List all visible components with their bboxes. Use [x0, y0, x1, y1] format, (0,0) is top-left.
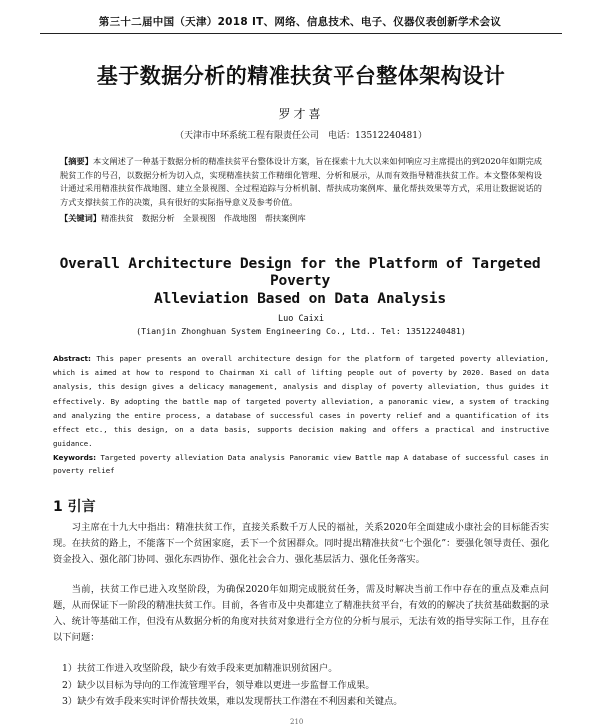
intro-paragraph-2: 当前，扶贫工作已进入攻坚阶段，为确保2020年如期完成脱贫任务，需及时解决当前工作中存在的重点及难点问题，从而保证下一阶段的精准扶贫工作。目前，各省市及中央都建立了精准扶贫平台，有效的的解决了扶贫基础数据的录入、统计等基础工作，但没有从数据分析的角度对扶贫对象进行全方位的分析与展示，无法有效的指导实际工作，且存在以下问题：: [53, 584, 549, 643]
chinese-affiliation: （天津市中环系统工程有限责任公司 电话：13512240481）: [175, 131, 427, 141]
problem-list: [62, 661, 548, 711]
page-number: 210: [290, 718, 304, 726]
english-author: Luo Caixi: [277, 314, 325, 324]
intro-paragraph-1: 习主席在十九大中指出：精准扶贫工作，直接关系数千万人民的福祉，关系2020年全面建成小康社会的目标能否实现。在扶贫的路上，不能落下一个贫困家庭，丢下一个贫困群众。同时提出精准扶贫“七个强化”：要强化领导责任、强化资金投入、强化部门协同、强化东西协作、强化社会合力、强化基层活力、强化任务落实。: [53, 522, 549, 565]
chinese-keywords: [60, 212, 542, 225]
chinese-keywords-label: 【关键词】: [60, 213, 101, 223]
list-item: 3）缺少有效手段来实时评价帮扶效果，难以发现帮扶工作潜在不利因素和关键点。: [62, 696, 403, 707]
header-rule: [40, 33, 562, 34]
english-abstract-label: Abstract:: [53, 354, 91, 363]
english-title-line2: Alleviation Based on Data Analysis: [154, 290, 446, 307]
list-item: 1）扶贫工作进入攻坚阶段，缺少有效手段来更加精准识别贫困户。: [62, 663, 338, 674]
english-keywords: [53, 451, 549, 478]
english-affiliation: (Tianjin Zhonghuan System Engineering Co., Ltd.. Tel: 13512240481): [136, 326, 466, 336]
chinese-abstract-label: 【摘要】: [60, 156, 93, 166]
chinese-abstract-text: 本文阐述了一种基于数据分析的精准扶贫平台整体设计方案，旨在探索十九大以来如何响应习主席提出的到2020年如期完成脱贫工作的号召，以数据分析为切入点，实现精准扶贫工作精细化管理、分析和展示，从而有效指导精准扶贫工作。本文整体架构设计通过采用精准扶贫作战地图、建立全景视图、全过程追踪与分析机制、帮扶成功案例库、量化帮扶效果等方式，采用让数据说话的方式支撑扶贫工作的决策，具有很好的实际指导意义及参考价值。: [60, 156, 542, 207]
english-abstract-text: This paper presents an overall architecture design for the platform of targeted poverty alleviation, which is aimed at how to respond to Chairman Xi call of lifting people out of poverty by 2020. Based on data analysis, this design gives a delicacy management, analysis and display of poverty alleviation, thus guides it effectively. By adopting the battle map of targeted poverty alleviation, a panoramic view, a system of tracking and analyzing the entire process, a database of successful cases in poverty relief and a quantification of its effect etc., this design, on a data basis, supports decision making and offers a practical and instructive guidance.: [53, 354, 549, 449]
english-keywords-text: Targeted poverty alleviation Data analysis Panoramic view Battle map A database of successful cases in poverty relief: [53, 453, 549, 476]
chinese-author: 罗才喜: [278, 107, 324, 121]
running-header: 第三十二届中国（天津）2018 IT、网络、信息技术、电子、仪器仪表创新学术会议: [98, 16, 502, 28]
english-keywords-label: Keywords:: [53, 453, 97, 462]
english-abstract: [53, 352, 549, 451]
list-item: 2）缺少以目标为导向的工作流管理平台，领导难以更进一步监督工作成果。: [62, 679, 375, 691]
section-heading-introduction: 1 引言: [53, 499, 96, 515]
chinese-keywords-text: 精准扶贫 数据分析 全景视图 作战地图 帮扶案例库: [100, 213, 306, 223]
chinese-abstract: [60, 155, 542, 209]
english-title-line1: Overall Architecture Design for the Platform of Targeted Poverty: [59, 255, 541, 289]
chinese-title: 基于数据分析的精准扶贫平台整体架构设计: [96, 64, 506, 88]
